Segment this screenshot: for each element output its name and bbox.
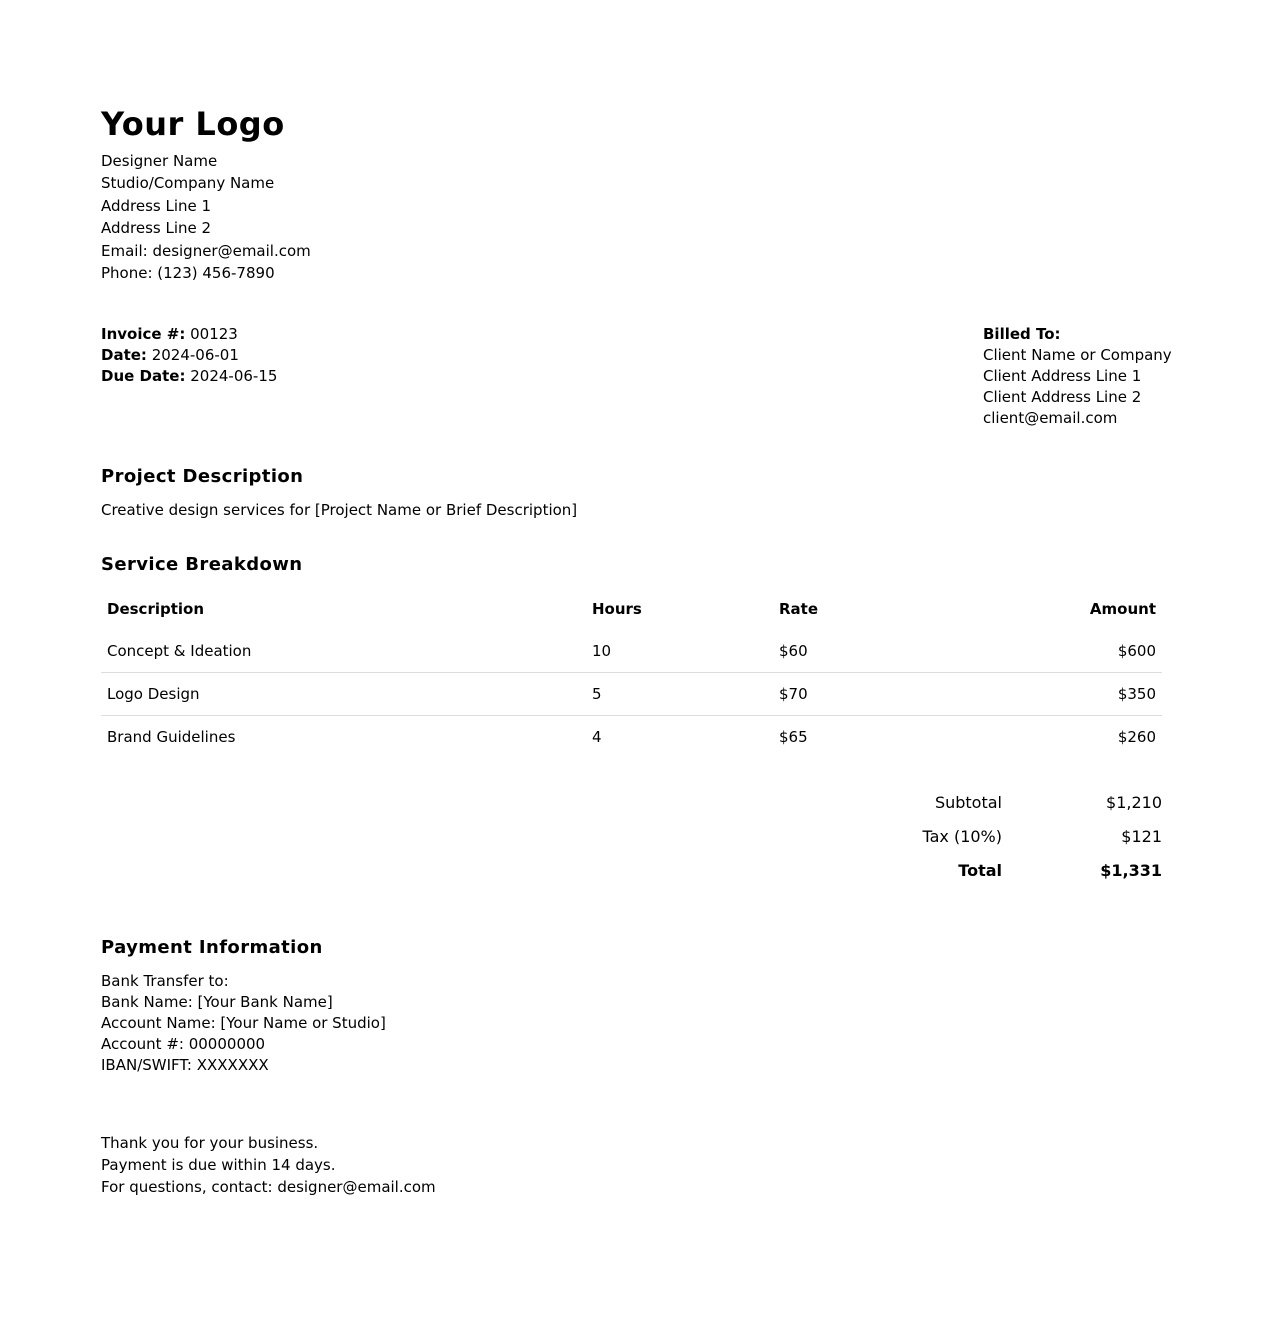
total-label: Total (958, 861, 1002, 880)
payment-details (101, 971, 386, 1076)
subtotal-row (101, 786, 1162, 820)
invoice-due-date-value: 2024-06-15 (190, 367, 278, 385)
invoice-date-label: Date: (101, 346, 147, 364)
billed-to-heading: Billed To: (983, 325, 1061, 343)
designer-address-line-1: Address Line 1 (101, 196, 212, 215)
row-hours: 4 (586, 716, 773, 759)
tax-label: Tax (10%) (922, 827, 1002, 846)
project-description-text: Creative design services for [Project Name or Brief Description] (101, 501, 578, 519)
tax-row (101, 820, 1162, 854)
footer-line: Payment is due within 14 days. (101, 1156, 336, 1174)
column-header-rate: Rate (779, 600, 819, 618)
subtotal-label: Subtotal (934, 793, 1002, 812)
row-description: Concept & Ideation (107, 642, 252, 660)
billed-to (983, 324, 1172, 429)
subtotal-value: $1,210 (1106, 793, 1162, 812)
invoice-number-value: 00123 (190, 325, 238, 343)
invoice-meta (101, 324, 277, 387)
footer-note (101, 1132, 436, 1198)
payment-line: Bank Transfer to: (101, 972, 229, 990)
designer-email: Email: designer@email.com (101, 241, 311, 260)
company-name: Studio/Company Name (101, 174, 275, 193)
payment-information-title: Payment Information (101, 937, 323, 958)
row-rate: $65 (773, 716, 1035, 759)
table-row (101, 673, 1162, 716)
designer-info (101, 150, 311, 284)
services-table-header (101, 588, 1162, 630)
invoice-due-date-row (101, 366, 277, 387)
table-row (101, 716, 1162, 759)
total-row (101, 854, 1162, 888)
row-amount: $600 (1117, 642, 1156, 660)
service-breakdown-title: Service Breakdown (101, 554, 303, 575)
invoice-date-value: 2024-06-01 (151, 346, 239, 364)
footer-line: For questions, contact: designer@email.com (101, 1178, 436, 1196)
designer-name: Designer Name (101, 152, 218, 170)
row-description: Logo Design (101, 673, 586, 716)
row-hours: 5 (586, 673, 773, 716)
totals-block (101, 786, 1162, 888)
invoice-number-row (101, 324, 277, 345)
row-amount: $260 (1035, 716, 1162, 759)
designer-address-line-2: Address Line 2 (101, 219, 212, 238)
column-header-amount: Amount (1089, 600, 1156, 618)
client-email: client@email.com (983, 409, 1118, 427)
services-table (101, 588, 1162, 758)
client-name: Client Name or Company (983, 346, 1172, 364)
footer-line: Thank you for your business. (101, 1134, 319, 1152)
tax-value: $121 (1121, 827, 1162, 846)
column-header-hours: Hours (592, 600, 642, 618)
table-row (101, 630, 1162, 673)
payment-line: Account #: 00000000 (101, 1035, 266, 1053)
row-amount: $350 (1035, 673, 1162, 716)
invoice-number-label: Invoice #: (101, 325, 186, 343)
row-rate: $60 (779, 642, 808, 660)
logo-text: Your Logo (101, 105, 285, 143)
row-hours: 10 (592, 642, 612, 660)
payment-line: IBAN/SWIFT: XXXXXXX (101, 1056, 269, 1074)
project-description-title: Project Description (101, 466, 304, 487)
client-address-line-2: Client Address Line 2 (983, 388, 1142, 406)
client-address-line-1: Client Address Line 1 (983, 367, 1142, 385)
payment-line: Bank Name: [Your Bank Name] (101, 993, 333, 1011)
invoice-date-row (101, 345, 277, 366)
row-rate: $70 (773, 673, 1035, 716)
row-description: Brand Guidelines (101, 716, 586, 759)
payment-line: Account Name: [Your Name or Studio] (101, 1014, 386, 1032)
designer-phone: Phone: (123) 456-7890 (101, 264, 275, 283)
invoice-due-date-label: Due Date: (101, 367, 186, 385)
column-header-description: Description (107, 600, 205, 618)
total-value: $1,331 (1100, 861, 1162, 880)
